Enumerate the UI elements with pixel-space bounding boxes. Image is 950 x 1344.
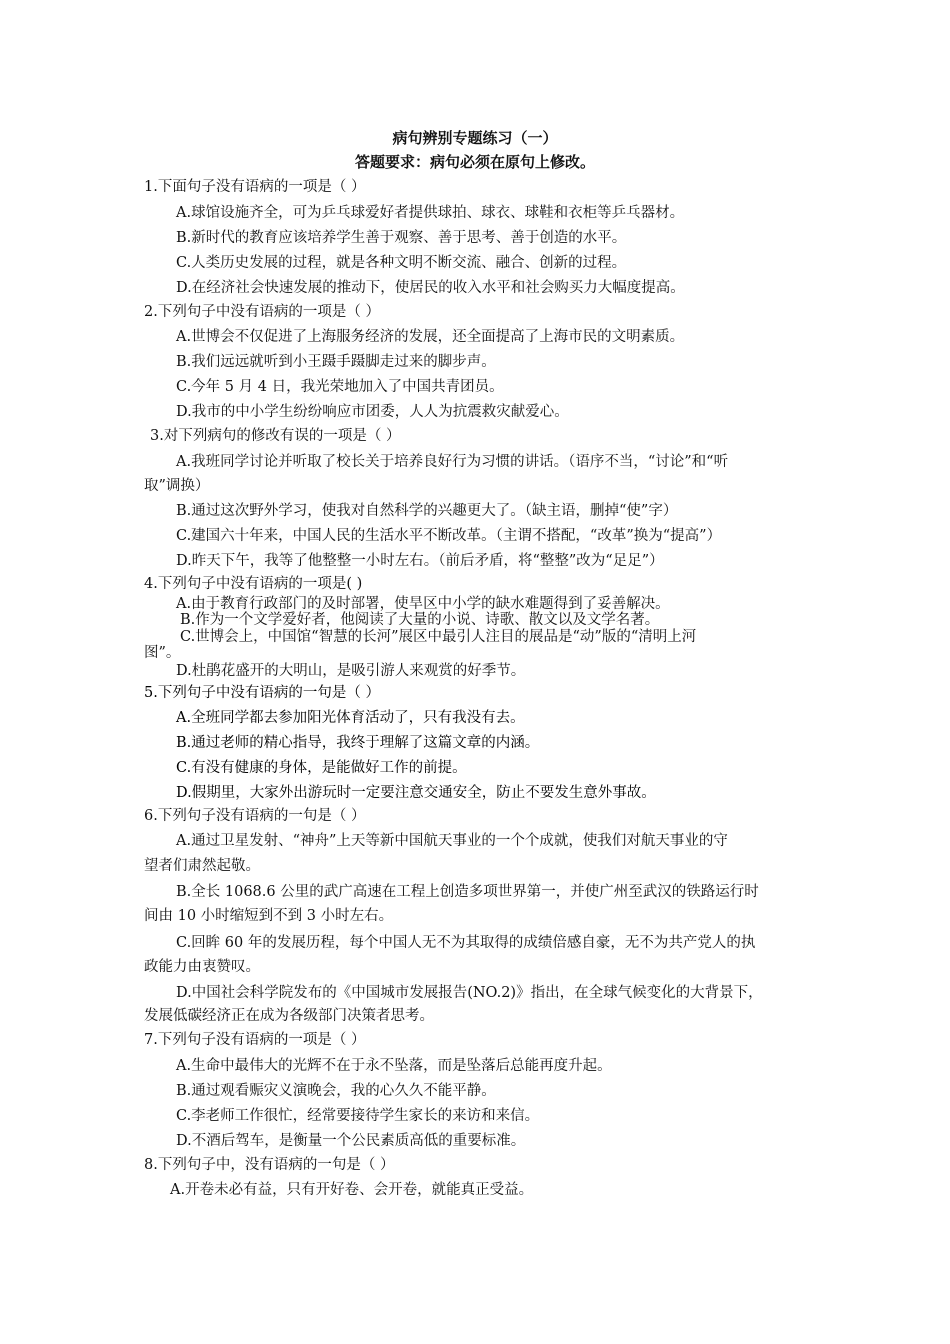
question-1-option-c: C.人类历史发展的过程，就是各种文明不断交流、融合、创新的过程。: [176, 255, 627, 271]
question-6-option-b-continued: 间由 10 小时缩短到不到 3 小时左右。: [144, 908, 394, 924]
question-3-option-b: B.通过这次野外学习，使我对自然科学的兴趣更大了。（缺主语，删掉“使”字）: [176, 503, 678, 519]
question-6-option-c-continued: 政能力由衷赞叹。: [144, 959, 260, 975]
question-7-option-a: A.生命中最伟大的光辉不在于永不坠落，而是坠落后总能再度升起。: [176, 1058, 612, 1074]
question-5-stem: 5.下列句子中没有语病的一句是（ ）: [144, 685, 380, 701]
question-2-option-d: D.我市的中小学生纷纷响应市团委，人人为抗震救灾献爱心。: [176, 404, 569, 420]
question-4-option-a: A.由于教育行政部门的及时部署，使旱区中小学的缺水难题得到了妥善解决。: [176, 596, 670, 612]
question-6-option-a-continued: 望者们肃然起敬。: [144, 858, 260, 874]
question-3-option-a-continued: 取”调换）: [144, 478, 210, 494]
question-5-option-a: A.全班同学都去参加阳光体育活动了，只有我没有去。: [176, 710, 525, 726]
page-subtitle: 答题要求：病句必须在原句上修改。: [354, 153, 595, 171]
question-3-option-a: A.我班同学讨论并听取了校长关于培养良好行为习惯的讲话。（语序不当，“讨论”和“听: [176, 454, 729, 470]
question-7-option-c: C.李老师工作很忙，经常要接待学生家长的来访和来信。: [176, 1108, 540, 1124]
question-2-option-a: A.世博会不仅促进了上海服务经济的发展，还全面提高了上海市民的文明素质。: [176, 329, 685, 345]
question-1-option-a: A.球馆设施齐全，可为乒乓球爱好者提供球拍、球衣、球鞋和衣柜等乒乓器材。: [176, 205, 685, 221]
question-1-option-d: D.在经济社会快速发展的推动下，使居民的收入水平和社会购买力大幅度提高。: [176, 280, 685, 296]
question-4-option-c-continued: 图”。: [144, 645, 181, 661]
question-3-stem: 3.对下列病句的修改有误的一项是（ ）: [150, 428, 401, 444]
question-2-option-b: B.我们远远就听到小王蹑手蹑脚走过来的脚步声。: [176, 354, 496, 370]
question-4-option-c: C.世博会上，中国馆“智慧的长河”展区中最引人注目的展品是“动”版的“清明上河: [180, 629, 697, 645]
question-6-option-d-continued: 发展低碳经济正在成为各级部门决策者思考。: [144, 1008, 434, 1024]
question-3-option-c: C.建国六十年来，中国人民的生活水平不断改革。（主谓不搭配，“改革”换为“提高”）: [176, 528, 722, 544]
question-6-option-a: A.通过卫星发射、“神舟”上天等新中国航天事业的一个个成就，使我们对航天事业的守: [176, 833, 728, 849]
question-7-stem: 7.下列句子没有语病的一项是（ ）: [144, 1032, 366, 1048]
question-8-option-a: A.开卷未必有益，只有开好卷、会开卷，就能真正受益。: [170, 1182, 534, 1198]
question-1-option-b: B.新时代的教育应该培养学生善于观察、善于思考、善于创造的水平。: [176, 230, 627, 246]
question-4-option-d: D.杜鹃花盛开的大明山，是吸引游人来观赏的好季节。: [176, 663, 526, 679]
question-4-stem: 4.下列句子中没有语病的一项是( ): [144, 576, 363, 592]
question-5-option-b: B.通过老师的精心指导，我终于理解了这篇文章的内涵。: [176, 735, 540, 751]
question-3-option-d: D.昨天下午，我等了他整整一小时左右。（前后矛盾，将“整整”改为“足足”）: [176, 553, 664, 569]
question-6-option-b: B.全长 1068.6 公里的武广高速在工程上创造多项世界第一，并使广州至武汉的铁路运行时: [176, 884, 759, 900]
question-5-option-c: C.有没有健康的身体，是能做好工作的前提。: [176, 760, 467, 776]
question-1-stem: 1.下面句子没有语病的一项是（ ）: [144, 179, 366, 195]
question-4-option-b: B.作为一个文学爱好者，他阅读了大量的小说、诗歌、散文以及文学名著。: [180, 612, 660, 628]
question-8-stem: 8.下列句子中，没有语病的一句是（ ）: [144, 1157, 395, 1173]
page-title: 病句辨别专题练习（一）: [392, 129, 558, 147]
question-6-option-d: D.中国社会科学院发布的《中国城市发展报告(NO.2)》指出，在全球气候变化的大背景下，: [176, 985, 763, 1001]
question-7-option-d: D.不酒后驾车，是衡量一个公民素质高低的重要标准。: [176, 1133, 526, 1149]
question-5-option-d: D.假期里，大家外出游玩时一定要注意交通安全，防止不要发生意外事故。: [176, 785, 656, 801]
question-2-stem: 2.下列句子中没有语病的一项是（ ）: [144, 304, 380, 320]
question-2-option-c: C.今年 5 月 4 日，我光荣地加入了中国共青团员。: [176, 379, 504, 395]
question-6-stem: 6.下列句子没有语病的一句是（ ）: [144, 808, 366, 824]
question-7-option-b: B.通过观看赈灾义演晚会，我的心久久不能平静。: [176, 1083, 496, 1099]
question-6-option-c: C.回眸 60 年的发展历程，每个中国人无不为其取得的成绩倍感自豪，无不为共产党人的执: [176, 935, 756, 951]
